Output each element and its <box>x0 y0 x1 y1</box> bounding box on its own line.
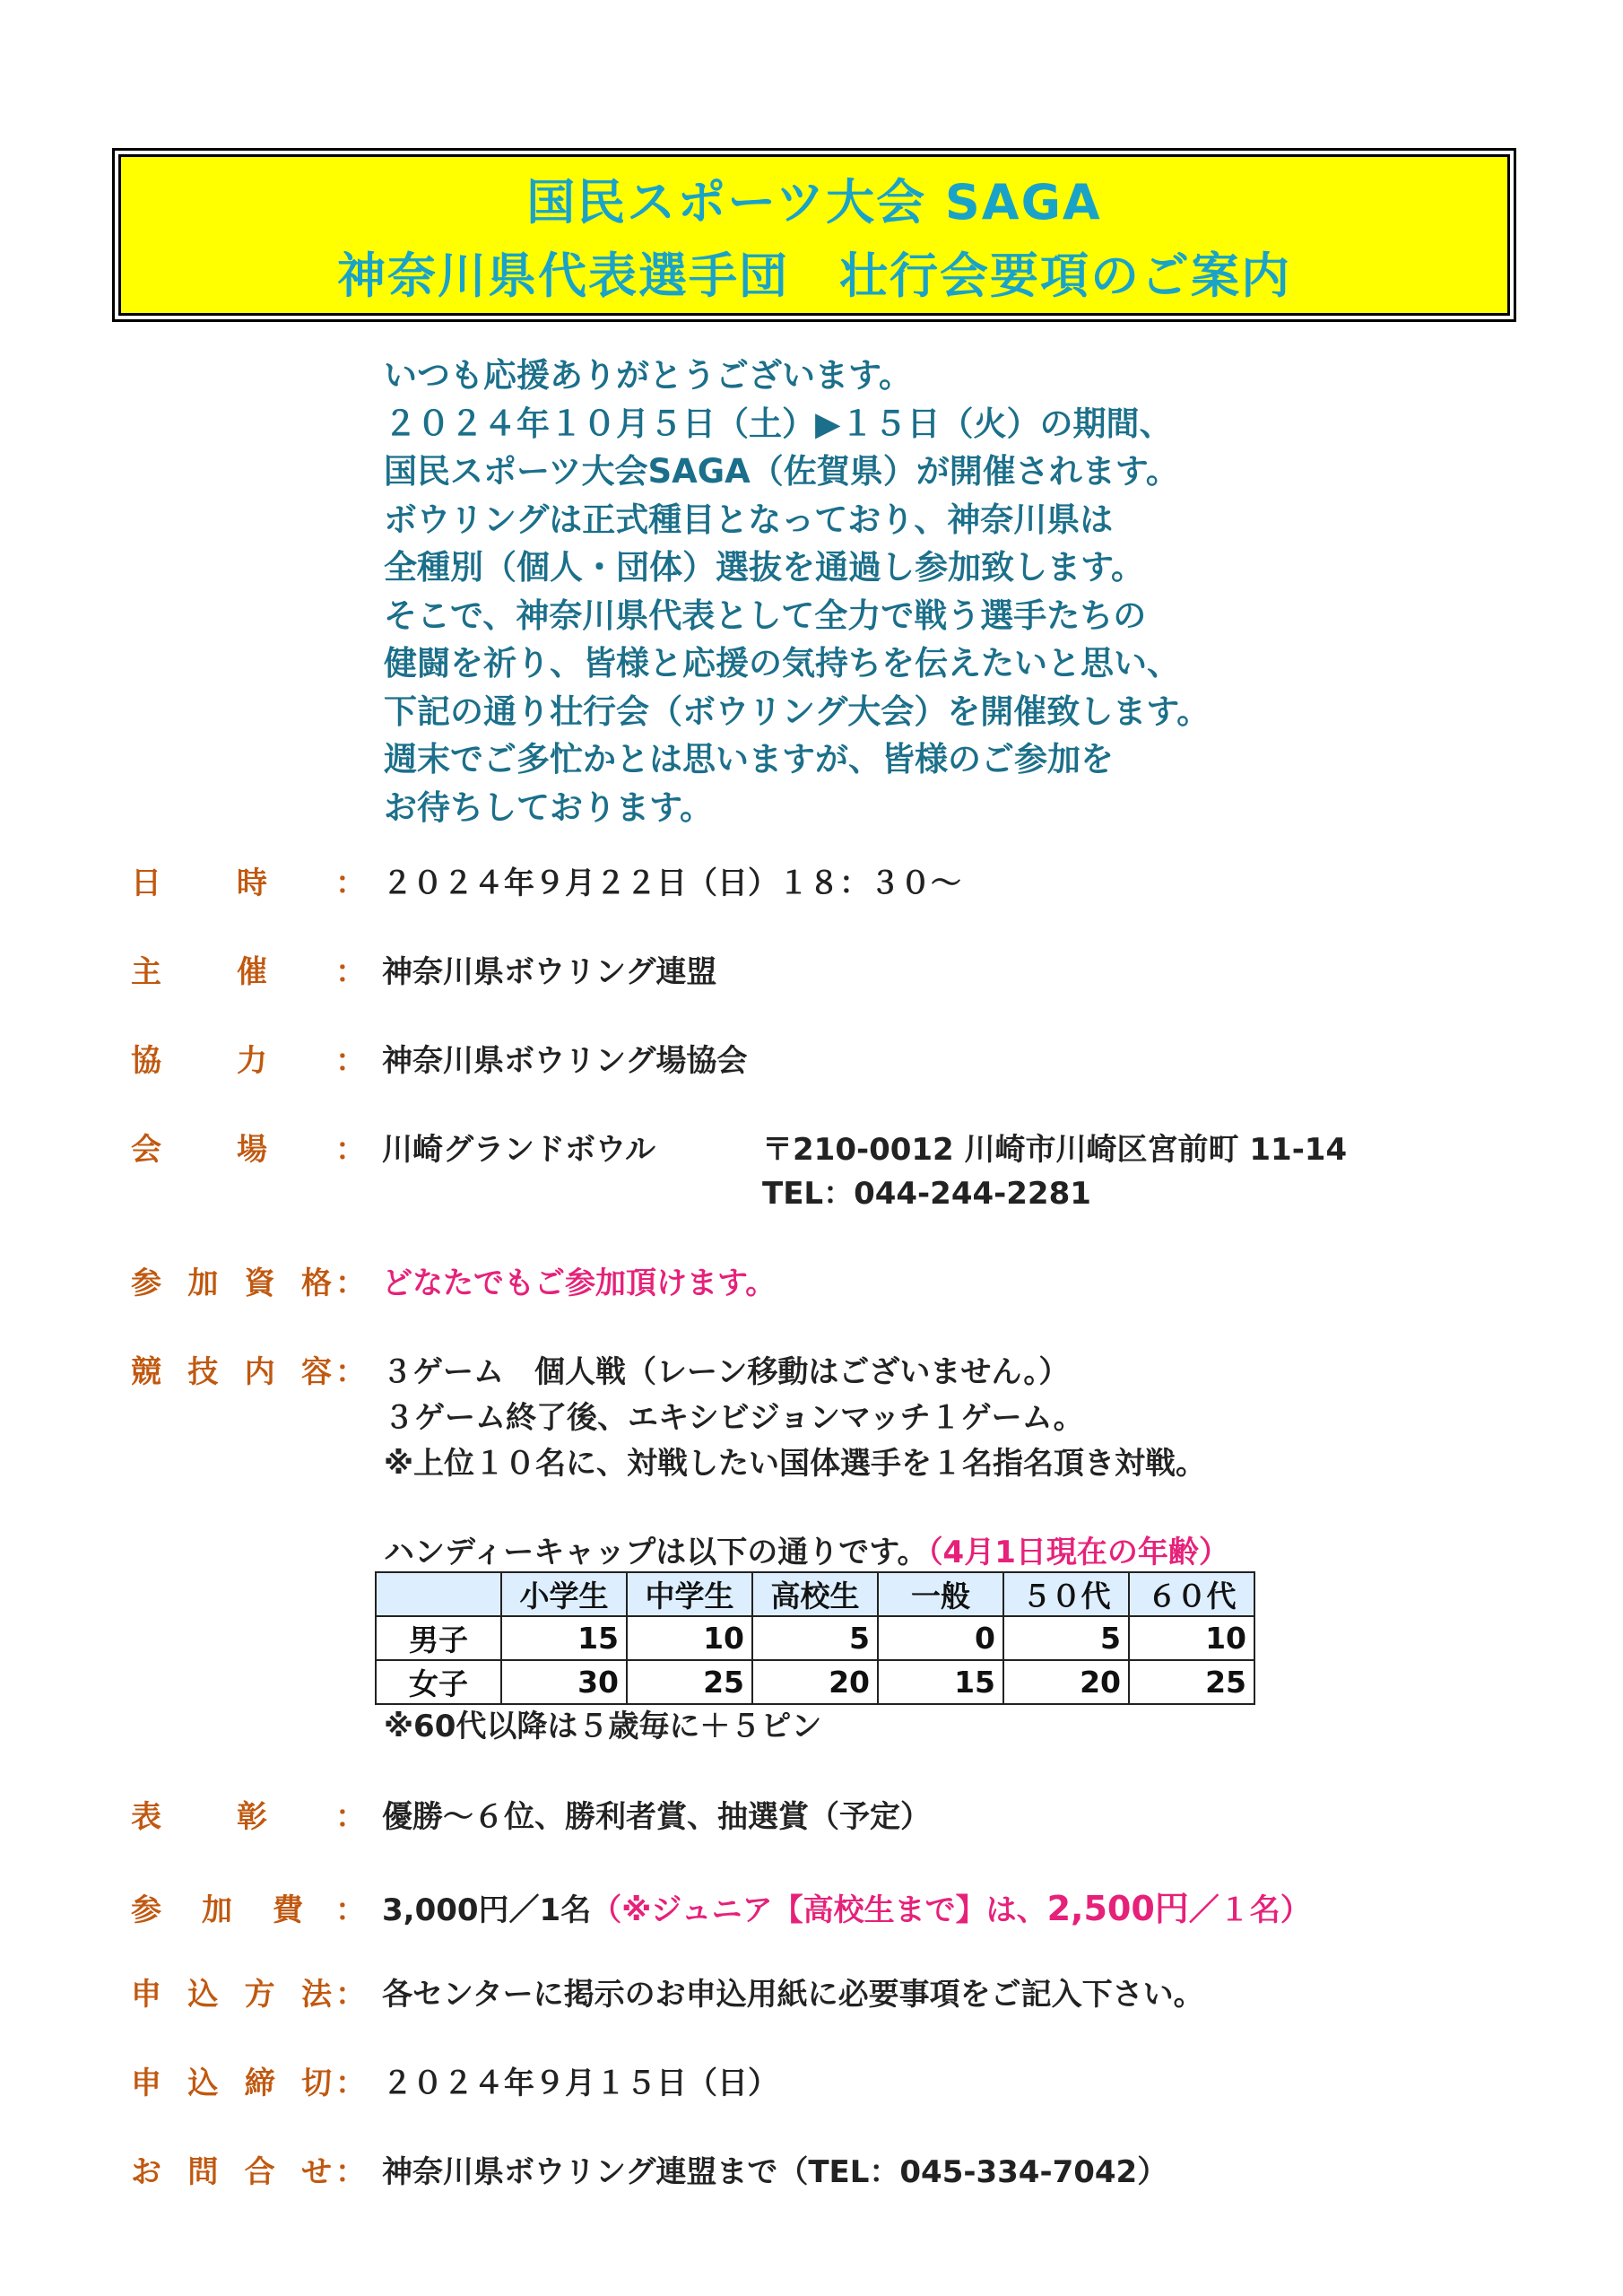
row-venue <box>131 1125 655 1169</box>
label-char: 主 <box>131 954 161 990</box>
colon: ： <box>335 1043 366 1079</box>
intro-line: 健闘を祈り、皆様と応援の気持ちを伝えたいと思い、 <box>384 644 1180 683</box>
label-char: 申 <box>131 2066 161 2101</box>
handicap-note: （4月1日現在の年齢） <box>927 1535 1229 1570</box>
table-header-cell: 一般 <box>878 1572 1003 1616</box>
table-row <box>376 1660 1254 1704</box>
label-venue <box>131 1125 267 1169</box>
label-char: 法 <box>300 1977 332 2013</box>
colon: ： <box>335 2154 366 2190</box>
title-line-1: 国民スポーツ大会 SAGA <box>526 174 1102 230</box>
label-competition <box>131 1347 332 1391</box>
row-competition <box>131 1347 1069 1391</box>
intro-line: 下記の通り壮行会（ボウリング大会）を開催致します。 <box>384 691 1211 731</box>
label-eligibility <box>131 1258 332 1302</box>
intro-line: お待ちしております。 <box>384 787 714 827</box>
label-char: 場 <box>237 1132 267 1168</box>
label-char: 費 <box>273 1892 303 1928</box>
label-application <box>131 1970 332 2013</box>
competition-line-2: ３ゲーム終了後、エキシビジョンマッチ１ゲーム。 <box>384 1400 1084 1436</box>
fee-junior-pre: （※ジュニア【高校生まで】は、 <box>591 1892 1047 1928</box>
intro-line: そこで、神奈川県代表として全力で戦う選手たちの <box>384 596 1147 635</box>
colon: ： <box>335 1265 366 1301</box>
intro-line: ボウリングは正式種目となっており、神奈川県は <box>384 500 1114 539</box>
label-char: 込 <box>187 2066 219 2101</box>
label-fee <box>131 1885 303 1929</box>
table-row-label: 男子 <box>376 1616 501 1660</box>
handicap-intro: ハンディーキャップは以下の通りです。 <box>384 1535 928 1570</box>
label-char: 内 <box>244 1354 275 1390</box>
label-char: お <box>131 2154 161 2190</box>
table-cell: 25 <box>1129 1660 1254 1704</box>
value-deadline: ２０２４年９月１５日（日） <box>382 2066 778 2101</box>
row-datetime <box>131 858 961 902</box>
label-char: 技 <box>187 1354 219 1390</box>
value-fee: 3,000円／1名 <box>382 1892 592 1928</box>
title-line-2: 神奈川県代表選手団 壮行会要項のご案内 <box>337 248 1291 304</box>
table-header-cell: 中学生 <box>627 1572 752 1616</box>
colon: ： <box>335 2066 366 2101</box>
table-cell: 0 <box>878 1616 1003 1660</box>
label-cooperation <box>131 1036 267 1080</box>
label-char: 競 <box>131 1354 161 1390</box>
colon: ： <box>335 1977 366 2013</box>
table-cell: 5 <box>752 1616 878 1660</box>
label-organizer <box>131 947 267 991</box>
intro-line: ２０２４年１０月５日（土）▶１５日（火）の期間、 <box>384 404 1173 443</box>
value-organizer: 神奈川県ボウリング連盟 <box>382 954 717 990</box>
label-char: 参 <box>131 1892 161 1928</box>
label-char: 格 <box>300 1265 332 1301</box>
label-char: 資 <box>244 1265 275 1301</box>
row-award <box>131 1792 931 1836</box>
intro-line: 週末でご多忙かとは思いますが、皆様のご参加を <box>384 740 1114 778</box>
row-eligibility <box>131 1258 776 1302</box>
label-char: せ <box>300 2154 332 2190</box>
table-cell: 15 <box>878 1660 1003 1704</box>
label-char: 時 <box>237 865 267 901</box>
label-char: 締 <box>244 2066 275 2101</box>
label-char: 容 <box>300 1354 332 1390</box>
row-deadline <box>131 2058 778 2102</box>
table-cell: 20 <box>1003 1660 1129 1704</box>
colon: ： <box>335 954 366 990</box>
label-char: 加 <box>187 1265 219 1301</box>
colon: ： <box>335 865 366 901</box>
fee-junior-post: ／１名） <box>1188 1892 1311 1928</box>
colon: ： <box>335 1132 366 1168</box>
title-banner <box>118 154 1510 316</box>
table-header-cell <box>376 1572 501 1616</box>
label-contact <box>131 2147 332 2191</box>
row-organizer <box>131 947 716 991</box>
table-cell: 10 <box>1129 1616 1254 1660</box>
table-cell: 15 <box>501 1616 627 1660</box>
colon: ： <box>335 1892 366 1928</box>
handicap-table <box>375 1571 1255 1705</box>
table-row-label: 女子 <box>376 1660 501 1704</box>
intro-line: 全種別（個人・団体）選抜を通過し参加致します。 <box>384 548 1145 587</box>
label-char: 催 <box>237 954 267 990</box>
value-application: 各センターに掲示のお申込用紙に必要事項をご記入下さい。 <box>382 1977 1204 2013</box>
handicap-footnote: ※60代以降は５歳毎に＋５ピン <box>384 1709 822 1744</box>
row-contact <box>131 2147 1167 2191</box>
label-award <box>131 1792 267 1836</box>
row-cooperation <box>131 1036 747 1080</box>
label-char: 加 <box>202 1892 232 1928</box>
row-application <box>131 1970 1204 2013</box>
intro-line: 国民スポーツ大会SAGA（佐賀県）が開催されます。 <box>384 452 1179 491</box>
label-datetime <box>131 858 267 902</box>
value-contact: 神奈川県ボウリング連盟まで（TEL：045-334-7042） <box>382 2154 1168 2190</box>
label-char: 切 <box>300 2066 332 2101</box>
label-char: 込 <box>187 1977 219 2013</box>
intro-paragraph <box>384 352 1460 831</box>
label-char: 会 <box>131 1132 161 1168</box>
label-char: 方 <box>244 1977 275 2013</box>
fee-junior-price: 2,500円 <box>1046 1889 1189 1928</box>
label-char: 合 <box>244 2154 275 2190</box>
label-char: 日 <box>131 865 161 901</box>
colon: ： <box>335 1354 366 1390</box>
venue-tel: TEL：044-244-2281 <box>762 1176 1091 1212</box>
table-header-cell: ６０代 <box>1129 1572 1254 1616</box>
label-char: 力 <box>237 1043 267 1079</box>
table-header-cell: ５０代 <box>1003 1572 1129 1616</box>
table-cell: 25 <box>627 1660 752 1704</box>
colon: ： <box>335 1799 366 1835</box>
value-eligibility: どなたでもご参加頂けます。 <box>382 1265 777 1301</box>
table-cell: 5 <box>1003 1616 1129 1660</box>
row-fee <box>131 1881 1311 1930</box>
label-char: 申 <box>131 1977 161 2013</box>
label-char: 参 <box>131 1265 161 1301</box>
handicap-intro-line <box>384 1527 1229 1571</box>
value-competition-line-1: ３ゲーム 個人戦（レーン移動はございません。） <box>382 1354 1070 1390</box>
label-deadline <box>131 2058 332 2102</box>
competition-line-3: ※上位１０名に、対戦したい国体選手を１名指名頂き対戦。 <box>384 1446 1207 1482</box>
venue-address: 〒210-0012 川崎市川崎区宮前町 11-14 <box>762 1132 1348 1168</box>
table-header-row <box>376 1572 1254 1616</box>
table-row <box>376 1616 1254 1660</box>
table-header-cell: 小学生 <box>501 1572 627 1616</box>
label-char: 問 <box>187 2154 219 2190</box>
label-char: 協 <box>131 1043 161 1079</box>
value-datetime: ２０２４年９月２２日（日）１８：３０～ <box>382 865 961 901</box>
label-char: 彰 <box>237 1799 267 1835</box>
label-char: 表 <box>131 1799 161 1835</box>
table-cell: 10 <box>627 1616 752 1660</box>
value-venue: 川崎グランドボウル <box>382 1132 655 1168</box>
table-cell: 30 <box>501 1660 627 1704</box>
intro-line: いつも応援ありがとうございます。 <box>384 356 913 395</box>
table-cell: 20 <box>752 1660 878 1704</box>
value-award: 優勝～６位、勝利者賞、抽選賞（予定） <box>382 1799 931 1835</box>
table-header-cell: 高校生 <box>752 1572 878 1616</box>
value-cooperation: 神奈川県ボウリング場協会 <box>382 1043 748 1079</box>
